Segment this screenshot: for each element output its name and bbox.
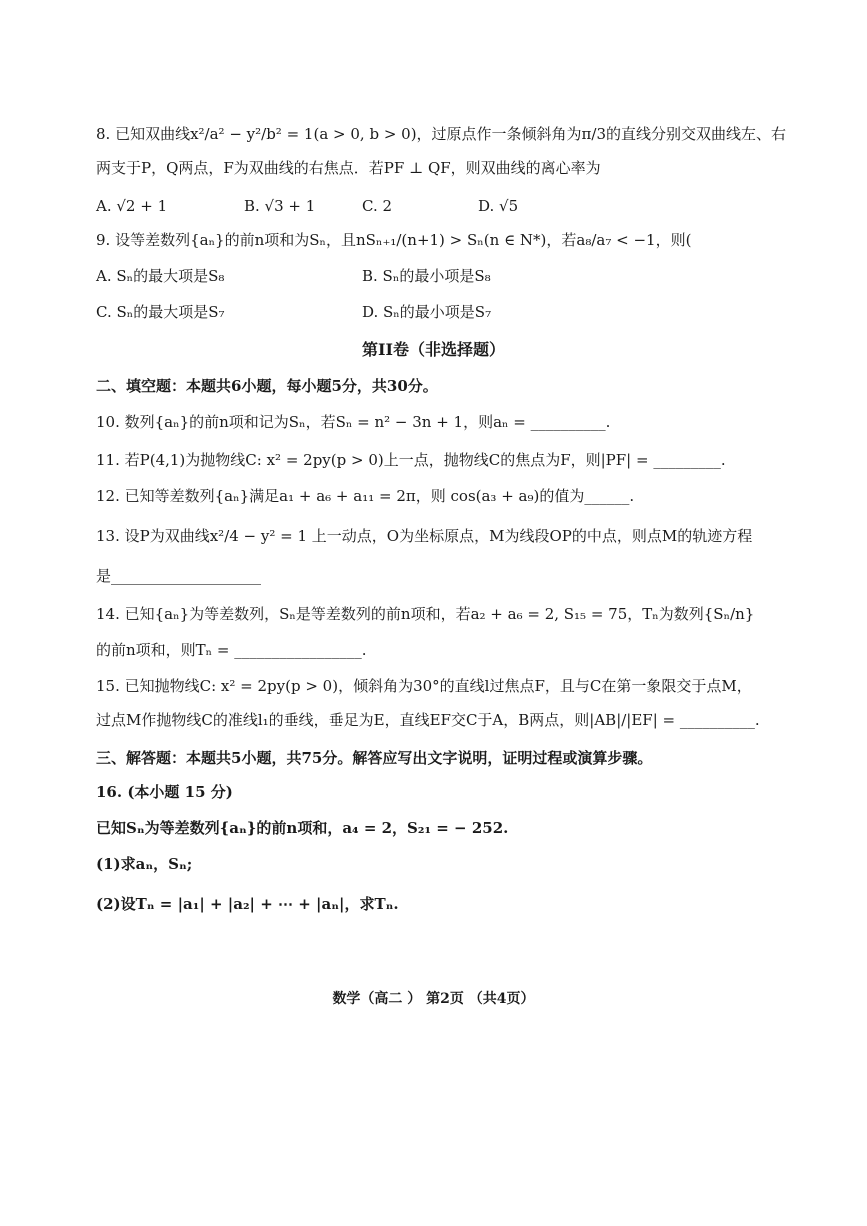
q9-option-a: A. Sₙ的最大项是S₈ [96, 267, 225, 285]
q15-line2: 过点M作抛物线C的准线l₁的垂线，垂足为E，直线EF交C于A，B两点，则|AB|/|EF| = __________. [96, 711, 760, 729]
q9-line1: 9. 设等差数列{aₙ}的前n项和为Sₙ，且nSₙ₊₁/(n+1) > Sₙ(n ∈ N*)，若a₈/a₇ < −1，则( [96, 231, 692, 249]
q9-option-d: D. Sₙ的最小项是S₇ [362, 303, 492, 321]
fill-in-heading: 二、填空题：本题共6小题，每小题5分，共30分。 [96, 377, 438, 395]
q9-option-b: B. Sₙ的最小项是S₈ [362, 267, 491, 285]
q8-line1: 8. 已知双曲线x²/a² − y²/b² = 1(a > 0, b > 0)，过原点作一条倾斜角为π/3的直线分别交双曲线左、右 [96, 125, 787, 143]
q15-line1: 15. 已知抛物线C: x² = 2py(p > 0)，倾斜角为30°的直线l过焦点F，且与C在第一象限交于点M， [96, 677, 752, 695]
q9-option-c: C. Sₙ的最大项是S₇ [96, 303, 225, 321]
q8-option-a: A. √2 + 1 [96, 197, 168, 215]
q8-option-c: C. 2 [362, 197, 393, 215]
q13-line1: 13. 设P为双曲线x²/4 − y² = 1 上一动点，O为坐标原点，M为线段OP的中点，则点M的轨迹方程 [96, 527, 753, 545]
q16-part2: (2)设Tₙ = |a₁| + |a₂| + ⋯ + |aₙ|，求Tₙ. [96, 895, 399, 913]
q8-line2: 两支于P，Q两点，F为双曲线的右焦点．若PF ⊥ QF，则双曲线的离心率为 [96, 159, 601, 177]
q14-line1: 14. 已知{aₙ}为等差数列，Sₙ是等差数列的前n项和，若a₂ + a₆ = 2, S₁₅ = 75，Tₙ为数列{Sₙ/n} [96, 605, 755, 623]
q16-part1: (1)求aₙ，Sₙ; [96, 855, 193, 873]
q14-line2: 的前n项和，则Tₙ = _________________. [96, 641, 367, 659]
q8-option-b: B. √3 + 1 [244, 197, 316, 215]
answer-heading: 三、解答题：本题共5小题，共75分。解答应写出文字说明，证明过程或演算步骤。 [96, 749, 653, 767]
q13-line2: 是____________________ [96, 567, 262, 585]
q16-stem: 已知Sₙ为等差数列{aₙ}的前n项和，a₄ = 2，S₂₁ = − 252. [96, 819, 509, 837]
section2-title: 第II卷（非选择题） [362, 340, 505, 359]
page-footer: 数学（高二 ） 第2页 （共4页） [332, 991, 535, 1007]
q11: 11. 若P(4,1)为抛物线C: x² = 2py(p > 0)上一点，抛物线C的焦点为F，则|PF| = _________. [96, 451, 726, 469]
q12: 12. 已知等差数列{aₙ}满足a₁ + a₆ + a₁₁ = 2π，则 cos(a₃ + a₉)的值为______. [96, 487, 635, 505]
q8-option-d: D. √5 [478, 197, 519, 215]
q10: 10. 数列{aₙ}的前n项和记为Sₙ，若Sₙ = n² − 3n + 1，则aₙ = __________. [96, 413, 611, 431]
q16-title: 16. (本小题 15 分) [96, 783, 233, 801]
